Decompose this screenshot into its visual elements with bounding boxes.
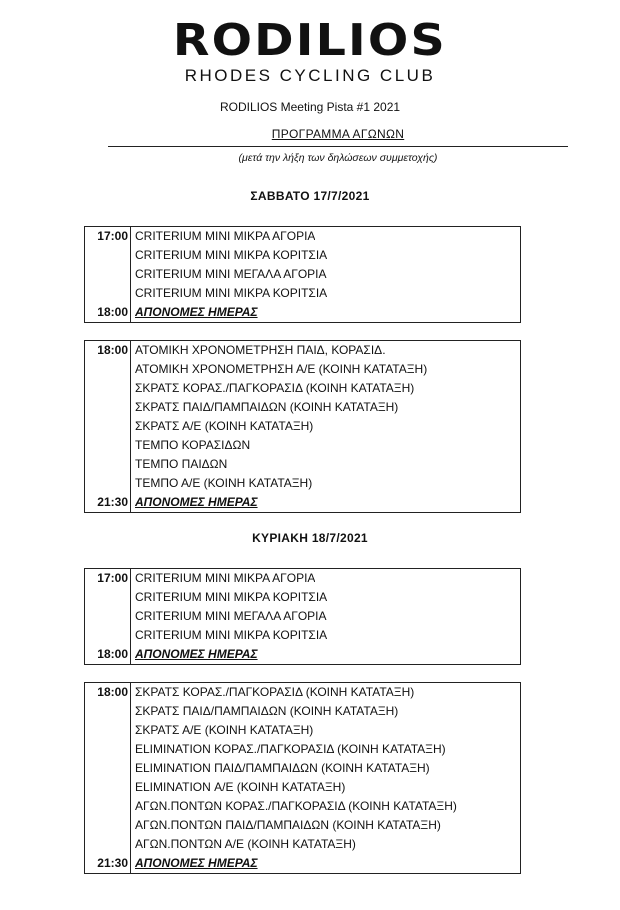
event-name: ELIMINATION Α/Ε (ΚΟΙΝΗ ΚΑΤΑΤΑΞΗ): [135, 780, 346, 794]
program-title: ΠΡΟΓΡΑΜΜΑ ΑΓΩΝΩΝ: [271, 127, 405, 141]
schedule-row-awards: [85, 303, 520, 322]
start-time: [85, 474, 128, 493]
event-name: ΑΤΟΜΙΚΗ ΧΡΟΝΟΜΕΤΡΗΣΗ ΠΑΙΔ, ΚΟΡΑΣΙΔ.: [135, 343, 386, 357]
awards-ceremony: ΑΠΟΝΟΜΕΣ ΗΜΕΡΑΣ: [135, 305, 258, 319]
event-name: ΣΚΡΑΤΣ Α/Ε (ΚΟΙΝΗ ΚΑΤΑΤΑΞΗ): [135, 723, 314, 737]
event-name: CRITERIUM ΜΙΝΙ ΜΙΚΡΑ ΚΟΡΙΤΣΙΑ: [135, 590, 328, 604]
start-time: [85, 265, 128, 284]
start-time: 18:00: [97, 647, 128, 661]
event-name: CRITERIUM ΜΙΝΙ ΜΙΚΡΑ ΑΓΟΡΙΑ: [135, 571, 316, 585]
day-heading-saturday: ΣΑΒΒΑΤΟ 17/7/2021: [250, 189, 370, 203]
schedule-row: [85, 455, 520, 474]
event-name: ΑΤΟΜΙΚΗ ΧΡΟΝΟΜΕΤΡΗΣΗ Α/Ε (ΚΟΙΝΗ ΚΑΤΑΤΑΞΗ): [135, 362, 428, 376]
event-name: CRITERIUM ΜΙΝΙ ΜΙΚΡΑ ΚΟΡΙΤΣΙΑ: [135, 286, 328, 300]
club-name: RHODES CYCLING CLUB: [184, 66, 436, 85]
meeting-title: RODILIOS Meeting Pista #1 2021: [219, 100, 401, 114]
schedule-row: [85, 607, 520, 626]
event-name: ΣΚΡΑΤΣ Α/Ε (ΚΟΙΝΗ ΚΑΤΑΤΑΞΗ): [135, 419, 314, 433]
event-name: ELIMINATION ΚΟΡΑΣ./ΠΑΓΚΟΡΑΣΙΔ (ΚΟΙΝΗ ΚΑΤΑΤΑΞΗ): [135, 742, 446, 756]
logo-text: RODILIOS: [173, 15, 447, 66]
event-name: ΣΚΡΑΤΣ ΠΑΙΔ/ΠΑΜΠΑΙΔΩΝ (ΚΟΙΝΗ ΚΑΤΑΤΑΞΗ): [135, 400, 399, 414]
schedule-block: [84, 226, 521, 323]
schedule-row: [85, 683, 520, 702]
schedule-row: [85, 702, 520, 721]
schedule-row: [85, 436, 520, 455]
event-name: ΣΚΡΑΤΣ ΠΑΙΔ/ΠΑΜΠΑΙΔΩΝ (ΚΟΙΝΗ ΚΑΤΑΤΑΞΗ): [135, 704, 399, 718]
start-time: 17:00: [97, 229, 128, 243]
program-subtitle: (μετά την λήξη των δηλώσεων συμμετοχής): [238, 152, 438, 164]
start-time: [85, 455, 128, 474]
schedule-row: [85, 835, 520, 854]
awards-ceremony: ΑΠΟΝΟΜΕΣ ΗΜΕΡΑΣ: [135, 495, 258, 509]
start-time: [85, 702, 128, 721]
start-time: [85, 740, 128, 759]
schedule-row: [85, 588, 520, 607]
schedule-row: [85, 778, 520, 797]
start-time: [85, 778, 128, 797]
schedule-row: [85, 284, 520, 303]
title-divider: [108, 146, 568, 147]
start-time: [85, 835, 128, 854]
schedule-block: [84, 568, 521, 665]
schedule-row: [85, 797, 520, 816]
event-name: CRITERIUM ΜΙΝΙ ΜΙΚΡΑ ΚΟΡΙΤΣΙΑ: [135, 628, 328, 642]
start-time: [85, 759, 128, 778]
event-name: ΣΚΡΑΤΣ ΚΟΡΑΣ./ΠΑΓΚΟΡΑΣΙΔ (ΚΟΙΝΗ ΚΑΤΑΤΑΞΗ): [135, 381, 415, 395]
schedule-row: [85, 759, 520, 778]
event-name: ΑΓΩΝ.ΠΟΝΤΩΝ Α/Ε (ΚΟΙΝΗ ΚΑΤΑΤΑΞΗ): [135, 837, 356, 851]
document-header: [0, 15, 620, 114]
schedule-row: [85, 569, 520, 588]
start-time: [85, 360, 128, 379]
start-time: 18:00: [97, 305, 128, 319]
event-name: ΣΚΡΑΤΣ ΚΟΡΑΣ./ΠΑΓΚΟΡΑΣΙΔ (ΚΟΙΝΗ ΚΑΤΑΤΑΞΗ): [135, 685, 415, 699]
schedule-row: [85, 474, 520, 493]
start-time: 17:00: [97, 571, 128, 585]
start-time: [85, 816, 128, 835]
start-time: [85, 398, 128, 417]
schedule-block: [84, 682, 521, 874]
schedule-row: [85, 398, 520, 417]
schedule-row: [85, 265, 520, 284]
start-time: 18:00: [97, 343, 128, 357]
event-name: CRITERIUM ΜΙΝΙ ΜΕΓΑΛΑ ΑΓΟΡΙΑ: [135, 609, 327, 623]
start-time: [85, 797, 128, 816]
schedule-row: [85, 740, 520, 759]
start-time: [85, 284, 128, 303]
event-name: ΑΓΩΝ.ΠΟΝΤΩΝ ΚΟΡΑΣ./ΠΑΓΚΟΡΑΣΙΔ (ΚΟΙΝΗ ΚΑΤΑΤΑΞΗ): [135, 799, 457, 813]
event-name: CRITERIUM ΜΙΝΙ ΜΙΚΡΑ ΚΟΡΙΤΣΙΑ: [135, 248, 328, 262]
schedule-row: [85, 721, 520, 740]
start-time: [85, 436, 128, 455]
schedule-row: [85, 816, 520, 835]
day-heading-sunday: ΚΥΡΙΑΚΗ 18/7/2021: [252, 531, 368, 545]
start-time: 21:30: [97, 856, 128, 870]
awards-ceremony: ΑΠΟΝΟΜΕΣ ΗΜΕΡΑΣ: [135, 647, 258, 661]
schedule-row: [85, 417, 520, 436]
start-time: 21:30: [97, 495, 128, 509]
start-time: [85, 721, 128, 740]
schedule-row-awards: [85, 493, 520, 512]
start-time: [85, 417, 128, 436]
event-name: ΑΓΩΝ.ΠΟΝΤΩΝ ΠΑΙΔ/ΠΑΜΠΑΙΔΩΝ (ΚΟΙΝΗ ΚΑΤΑΤΑΞΗ): [135, 818, 441, 832]
club-logo: [0, 15, 620, 66]
schedule-row-awards: [85, 645, 520, 664]
event-name: ΤΕΜΠΟ ΠΑΙΔΩΝ: [135, 457, 228, 471]
schedule-row: [85, 626, 520, 645]
schedule-row: [85, 246, 520, 265]
awards-ceremony: ΑΠΟΝΟΜΕΣ ΗΜΕΡΑΣ: [135, 856, 258, 870]
event-name: CRITERIUM ΜΙΝΙ ΜΙΚΡΑ ΑΓΟΡΙΑ: [135, 229, 316, 243]
event-name: CRITERIUM ΜΙΝΙ ΜΕΓΑΛΑ ΑΓΟΡΙΑ: [135, 267, 327, 281]
schedule-row: [85, 360, 520, 379]
schedule-block: [84, 340, 521, 513]
event-name: ΤΕΜΠΟ ΚΟΡΑΣΙΔΩΝ: [135, 438, 251, 452]
start-time: [85, 379, 128, 398]
start-time: [85, 626, 128, 645]
start-time: 18:00: [97, 685, 128, 699]
schedule-row: [85, 227, 520, 246]
schedule-row: [85, 341, 520, 360]
start-time: [85, 607, 128, 626]
schedule-row-awards: [85, 854, 520, 873]
event-name: ELIMINATION ΠΑΙΔ/ΠΑΜΠΑΙΔΩΝ (ΚΟΙΝΗ ΚΑΤΑΤΑΞΗ): [135, 761, 430, 775]
event-name: ΤΕΜΠΟ Α/Ε (ΚΟΙΝΗ ΚΑΤΑΤΑΞΗ): [135, 476, 313, 490]
start-time: [85, 588, 128, 607]
schedule-row: [85, 379, 520, 398]
start-time: [85, 246, 128, 265]
